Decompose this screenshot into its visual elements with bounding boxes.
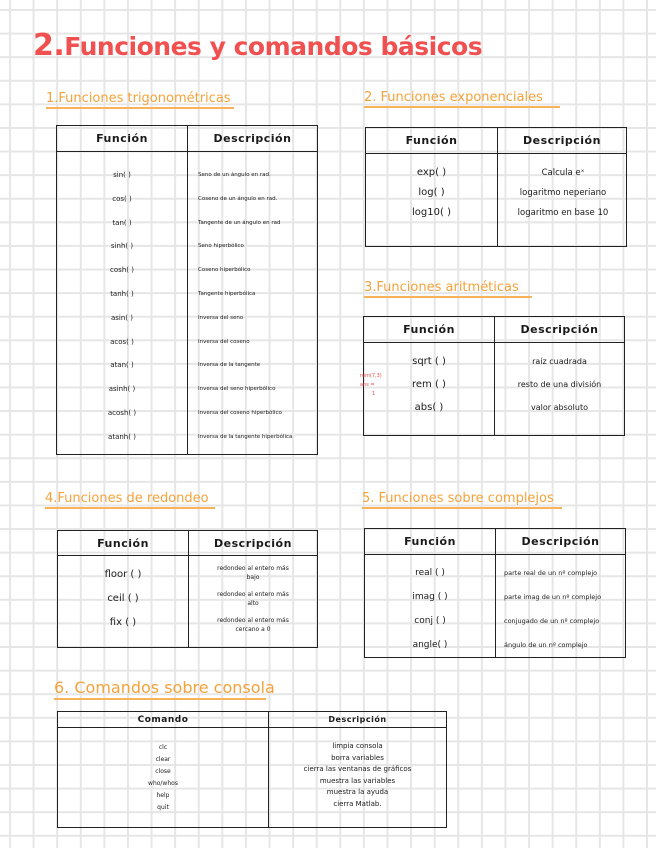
- function-description: parte real de un nº complejo: [504, 569, 598, 577]
- header-function: Función: [57, 126, 188, 152]
- exp-fn-column: [366, 154, 498, 247]
- function-description: Seno de un ángulo en rad.: [198, 172, 271, 178]
- function-name: sqrt ( ): [412, 356, 446, 367]
- function-name: exp( ): [416, 167, 447, 178]
- function-description: Calcula eˣ: [541, 168, 585, 178]
- section-title-round: 4.Funciones de redondeo: [45, 491, 215, 509]
- command-name: close: [155, 768, 171, 775]
- function-name: asin( ): [110, 313, 133, 322]
- console-desc-column: [269, 728, 447, 828]
- command-description: limpia consola: [332, 742, 383, 750]
- function-name: log( ): [418, 187, 445, 198]
- section-title-console: 6. Comandos sobre consola: [54, 678, 266, 700]
- title-number: 2.: [33, 28, 65, 63]
- header-function: Función: [58, 531, 189, 556]
- function-name: floor ( ): [104, 569, 142, 580]
- command-name: quit: [157, 804, 169, 811]
- table-exp: [365, 127, 627, 247]
- function-name: ceil ( ): [107, 593, 139, 604]
- command-description: cierra las ventanas de gráficos: [303, 765, 412, 773]
- header-description: Descripción: [498, 128, 627, 154]
- annotation-rem-example: rem(7,3) ans = 1: [360, 373, 382, 397]
- function-name: atan( ): [110, 361, 134, 370]
- table-round: [57, 530, 318, 648]
- command-name: help: [156, 792, 170, 799]
- function-description: redondeo al entero más bajo: [217, 565, 289, 581]
- function-name: conj ( ): [414, 616, 446, 626]
- function-description: conjugado de un nº complejo: [504, 617, 600, 625]
- function-name: tanh( ): [110, 289, 134, 298]
- function-name: abs( ): [414, 402, 444, 413]
- function-name: asinh( ): [108, 385, 136, 394]
- function-description: resto de una división: [517, 380, 602, 389]
- function-name: log10( ): [412, 207, 451, 218]
- function-name: imag ( ): [412, 592, 448, 602]
- function-name: rem ( ): [412, 379, 446, 390]
- function-name: cosh( ): [110, 266, 134, 275]
- command-name: clear: [155, 756, 171, 763]
- trig-desc-column: [188, 152, 318, 455]
- function-name: atanh( ): [108, 432, 136, 441]
- command-name: who/whos: [148, 780, 178, 787]
- command-description: cierra Matlab.: [333, 799, 382, 808]
- section-title-arith: 3.Funciones aritméticas: [364, 280, 532, 298]
- function-name: acos( ): [110, 337, 134, 346]
- function-description: Seno hiperbólico: [198, 243, 244, 250]
- command-description: borra variables: [331, 753, 384, 762]
- function-description: Inversa del coseno: [198, 338, 250, 345]
- function-description: Tangente de un ángulo en rad: [198, 219, 281, 226]
- command-description: muestra la ayuda: [326, 788, 389, 796]
- function-description: valor absoluto: [531, 403, 588, 412]
- function-description: raíz cuadrada: [532, 357, 587, 366]
- arith-desc-column: [495, 343, 625, 436]
- function-description: redondeo al entero más cercano a 0: [217, 617, 289, 633]
- table-console: [57, 711, 447, 828]
- header-function: Función: [365, 529, 496, 555]
- header-description: Descripción: [269, 712, 447, 728]
- command-name: clc: [158, 744, 168, 751]
- header-function: Función: [366, 128, 498, 154]
- function-description: logaritmo en base 10: [517, 208, 609, 218]
- table-arith: [363, 316, 625, 436]
- function-name: sinh( ): [110, 242, 134, 251]
- header-description: Descripción: [189, 531, 318, 556]
- header-description: Descripción: [496, 529, 626, 555]
- function-description: Inversa del seno: [198, 314, 244, 321]
- function-name: tan( ): [112, 218, 132, 227]
- function-description: logaritmo neperiano: [519, 188, 607, 198]
- function-description: Inversa del coseno hiperbólico: [198, 409, 282, 416]
- section-title-complex: 5. Funciones sobre complejos: [362, 491, 562, 509]
- round-fn-column: [58, 556, 189, 648]
- function-name: acosh( ): [107, 408, 137, 417]
- command-description: muestra las variables: [319, 776, 396, 785]
- header-command: Comando: [58, 712, 269, 728]
- function-description: Inversa de la tangente: [198, 362, 261, 369]
- function-description: Inversa del seno hiperbólico: [198, 386, 276, 393]
- header-function: Función: [364, 317, 495, 343]
- round-desc-column: [189, 556, 318, 648]
- exp-desc-column: [498, 154, 627, 247]
- function-description: redondeo al entero más alto: [217, 591, 289, 607]
- function-name: fix ( ): [109, 617, 137, 628]
- section-title-trig: 1.Funciones trigonométricas: [46, 91, 234, 109]
- function-description: parte imag de un nº complejo: [504, 593, 602, 601]
- header-description: Descripción: [495, 317, 625, 343]
- function-description: Coseno de un ángulo en rad.: [198, 195, 278, 202]
- trig-fn-column: [57, 152, 188, 455]
- function-description: Tangente hiperbólica: [198, 290, 256, 297]
- title-text: Funciones y comandos básicos: [64, 32, 483, 61]
- header-description: Descripción: [188, 126, 318, 152]
- function-description: ángulo de un nº complejo: [504, 641, 588, 649]
- function-name: real ( ): [415, 568, 445, 578]
- complex-fn-column: [365, 555, 496, 658]
- table-complex: [364, 528, 626, 658]
- function-name: sin( ): [113, 171, 131, 179]
- function-description: Inversa de la tangente hiperbólica: [198, 433, 293, 440]
- page-title: [33, 28, 482, 63]
- function-description: Coseno hiperbólico: [198, 267, 251, 274]
- console-cmd-column: [58, 728, 269, 828]
- table-trig: [56, 125, 318, 455]
- complex-desc-column: [496, 555, 626, 658]
- function-name: cos( ): [112, 194, 132, 203]
- function-name: angle( ): [412, 640, 448, 650]
- arith-fn-column: [364, 343, 495, 436]
- section-title-exp: 2. Funciones exponenciales: [364, 90, 560, 108]
